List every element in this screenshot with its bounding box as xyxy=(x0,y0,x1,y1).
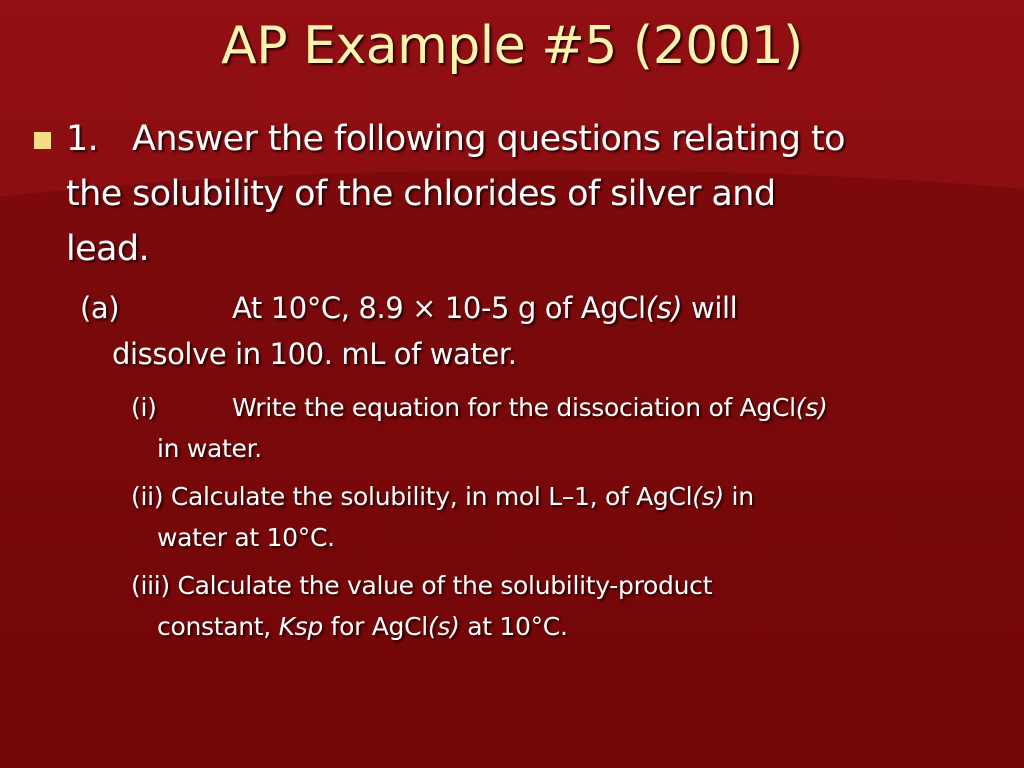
part-i-continuation: in water. xyxy=(157,434,262,463)
part-a-text: At 10°C, 8.9 × 10-5 g of AgCl xyxy=(232,291,646,325)
part-a-continuation: dissolve in 100. mL of water. xyxy=(112,337,517,371)
part-i-state: (s) xyxy=(795,393,828,422)
part-a-text-end: will xyxy=(682,291,738,325)
square-bullet-icon xyxy=(34,132,51,149)
question-number: 1. xyxy=(66,119,99,159)
question-line-3: lead. xyxy=(66,229,150,269)
part-a-label: (a) xyxy=(80,291,120,325)
part-iii xyxy=(131,565,991,647)
question-line-2: the solubility of the chlorides of silver and xyxy=(66,174,776,214)
part-ii-text-end: in xyxy=(723,482,754,511)
part-iii-state: (s) xyxy=(427,612,460,641)
part-i-label: (i) xyxy=(131,393,157,422)
part-iii-cont-mid: for AgCl xyxy=(322,612,428,641)
part-ii-state: (s) xyxy=(692,482,724,511)
part-i xyxy=(131,387,991,469)
ksp-symbol: Ksp xyxy=(278,612,323,641)
slide-title: AP Example #5 (2001) xyxy=(221,16,803,76)
part-a-state: (s) xyxy=(645,291,683,325)
part-ii xyxy=(131,476,991,558)
question-1 xyxy=(66,112,996,277)
part-iii-cont-text: constant, xyxy=(157,612,279,641)
part-iii-continuation xyxy=(131,606,991,647)
part-iii-text: (iii) Calculate the value of the solubility-product xyxy=(131,571,713,600)
part-ii-text: (ii) Calculate the solubility, in mol L–1, of AgCl xyxy=(131,482,693,511)
question-line-1: Answer the following questions relating to xyxy=(132,119,845,159)
part-a xyxy=(80,285,960,377)
part-ii-continuation: water at 10°C. xyxy=(157,523,335,552)
part-iii-cont-end: at 10°C. xyxy=(459,612,568,641)
part-i-text: Write the equation for the dissociation of AgCl xyxy=(232,393,796,422)
